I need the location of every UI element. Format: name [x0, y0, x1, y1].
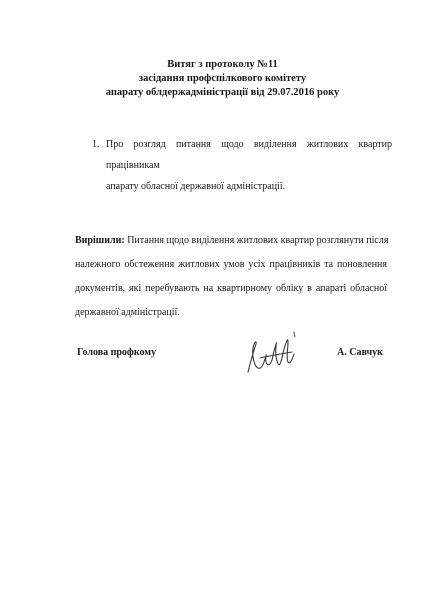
- handwritten-signature: [242, 328, 304, 380]
- decision-line-2: належного обстеження житлових умов усіх працівників та поновлення: [75, 259, 387, 270]
- decision-paragraph: [75, 229, 387, 325]
- header-subtitle: засідання профспілкового комітету: [138, 73, 307, 84]
- agenda-line-2: апарату обласної державної адміністрації.: [106, 181, 286, 192]
- signatory-title: Голова профкому: [77, 347, 157, 358]
- decision-line-3: документів, які перебувають на квартирному обліку в апараті обласної: [75, 283, 387, 294]
- header-date-line: апарату облдержадміністрації від 29.07.2016 року: [105, 87, 340, 98]
- agenda-item: [92, 134, 392, 197]
- decision-line-1-text: Питання щодо виділення житлових квартир розглянути після: [124, 235, 389, 246]
- header-title: Витяг з протоколу №11: [167, 59, 278, 70]
- agenda-line-1: Про розгляд питання щодо виділення житлових квартир працівникам: [106, 139, 392, 171]
- document-header: [0, 58, 445, 100]
- agenda-item-text: [106, 134, 392, 197]
- agenda-item-number: 1.: [92, 139, 100, 150]
- decision-line-1: [75, 229, 387, 253]
- signatory-name: А. Савчук: [337, 347, 383, 358]
- decision-line-4: державної адміністрації.: [75, 307, 180, 318]
- decision-label: Вирішили:: [75, 235, 125, 246]
